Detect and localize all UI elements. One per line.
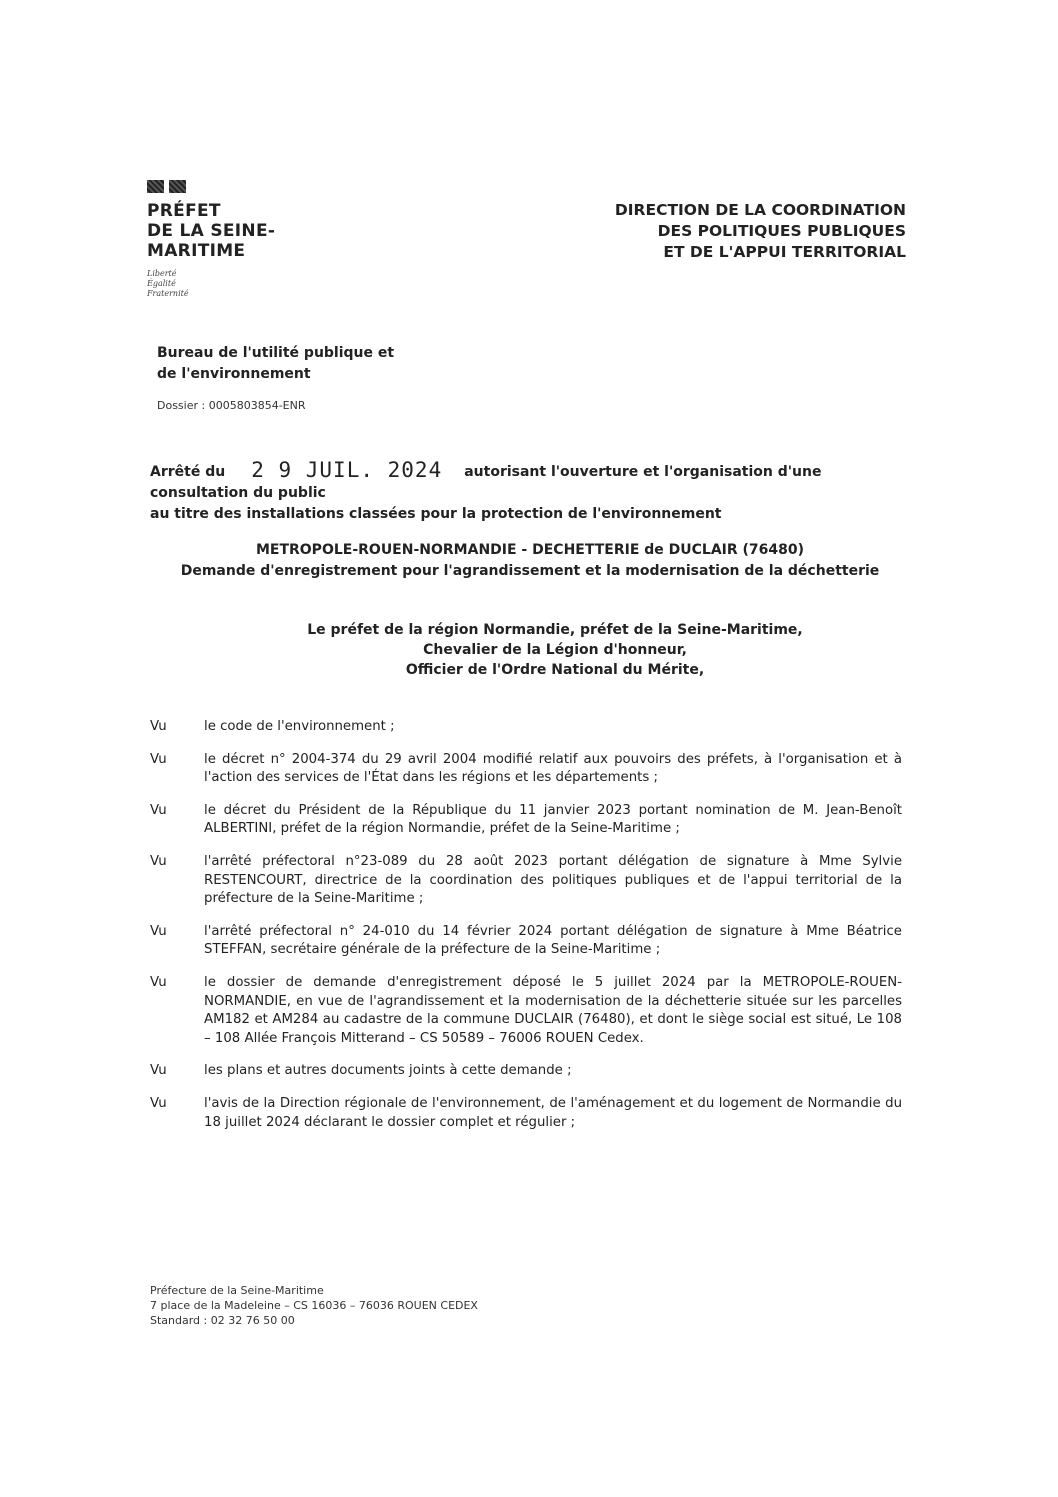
visa-label: Vu: [150, 719, 167, 734]
visa-item: [150, 751, 902, 788]
visa-text: le décret du Président de la République du 11 janvier 2023 portant nomination de M. Jean-Benoît ALBERTINI, préfet de la région Normandie, préfet de la Seine-Maritime ;: [204, 802, 902, 837]
visa-label: Vu: [150, 1063, 167, 1079]
visa-label: Vu: [150, 974, 167, 990]
logo-title: [147, 201, 287, 261]
subject: [150, 540, 910, 582]
visa-item: [150, 853, 902, 909]
visa-text: le dossier de demande d'enregistrement déposé le 5 juillet 2024 par la METROPOLE-ROUEN-NORMANDIE, en vue de l'agrandissement et la modernisation de la déchetterie située sur les parcelles AM182 et AM284 au cadastre de la commune DUCLAIR (76480), et dont le siège social est situé, Le 108 – 108 Allée François Mitterand – CS 50589 – 76006 ROUEN Cedex.: [204, 974, 902, 1046]
dossier-number: Dossier : 0005803854-ENR: [157, 399, 306, 412]
arrete-title: [150, 460, 910, 525]
visa-item: [150, 974, 902, 1048]
devise-line: Égalité: [147, 279, 176, 288]
prefecture-logo: [147, 180, 287, 299]
prefet-line: Officier de l'Ordre National du Mérite,: [405, 662, 705, 678]
footer-line: 7 place de la Madeleine – CS 16036 – 76036 ROUEN CEDEX: [150, 1299, 478, 1312]
prefet-titles: [250, 620, 860, 680]
visa-label: Vu: [150, 751, 167, 767]
subject-line: Demande d'enregistrement pour l'agrandissement et la modernisation de la déchetterie: [180, 563, 880, 579]
devise-line: Fraternité: [147, 289, 189, 298]
footer-address: [150, 1283, 478, 1328]
visa-label: Vu: [150, 1095, 167, 1111]
visa-text: les plans et autres documents joints à cette demande ;: [204, 1063, 572, 1079]
visa-text: le code de l'environnement ;: [204, 719, 395, 734]
visa-item: [150, 802, 902, 839]
direction-line: DIRECTION DE LA COORDINATION: [614, 201, 906, 219]
visa-item: [150, 1095, 902, 1132]
bureau-name: [157, 343, 394, 385]
devise-line: Liberté: [147, 269, 177, 278]
footer-line: Préfecture de la Seine-Maritime: [150, 1284, 324, 1297]
visa-label: Vu: [150, 802, 167, 818]
direction-line: ET DE L'APPUI TERRITORIAL: [663, 243, 906, 261]
subject-line: METROPOLE-ROUEN-NORMANDIE - DECHETTERIE de DUCLAIR (76480): [255, 542, 805, 558]
direction-line: DES POLITIQUES PUBLIQUES: [657, 222, 906, 240]
visa-label: Vu: [150, 923, 167, 939]
direction-heading: [615, 200, 906, 263]
visa-item: [150, 718, 902, 737]
visa-text: l'arrêté préfectoral n°23-089 du 28 août 2023 portant délégation de signature à Mme Sylvie RESTENCOURT, directrice de la coordination des politiques publiques et de l'appui territorial de la préfecture de la Seine-Maritime ;: [204, 853, 902, 907]
prefet-line: Chevalier de la Légion d'honneur,: [423, 642, 687, 658]
prefet-line: Le préfet de la région Normandie, préfet de la Seine-Maritime,: [307, 622, 803, 638]
marianne-icon: [147, 180, 287, 193]
devise: [147, 269, 287, 299]
logo-line: PRÉFET: [147, 201, 221, 221]
bureau-line: de l'environnement: [157, 366, 311, 382]
visa-item: [150, 1062, 902, 1081]
visa-label: Vu: [150, 853, 167, 869]
date-stamp: 2 9 JUIL. 2024: [251, 458, 443, 482]
visa-text: le décret n° 2004-374 du 29 avril 2004 modifié relatif aux pouvoirs des préfets, à l'organisation et à l'action des services de l'État dans les régions et les départements ;: [204, 751, 902, 786]
arrete-text: au titre des installations classées pour la protection de l'environnement: [150, 506, 722, 522]
visas-list: [150, 718, 902, 1146]
visa-text: l'avis de la Direction régionale de l'environnement, de l'aménagement et du logement de Normandie du 18 juillet 2024 déclarant le dossier complet et régulier ;: [204, 1095, 902, 1130]
visa-text: l'arrêté préfectoral n° 24-010 du 14 février 2024 portant délégation de signature à Mme Béatrice STEFFAN, secrétaire générale de la préfecture de la Seine-Maritime ;: [204, 923, 902, 958]
logo-line: MARITIME: [147, 241, 246, 261]
bureau-line: Bureau de l'utilité publique et: [157, 345, 395, 361]
footer-line: Standard : 02 32 76 50 00: [150, 1314, 295, 1327]
arrete-text: autorisant l'ouverture et l'organisation d'une consultation du public: [150, 464, 822, 501]
visa-item: [150, 923, 902, 960]
logo-line: DE LA SEINE-: [147, 221, 276, 241]
arrete-prefix: Arrêté du: [150, 464, 226, 480]
